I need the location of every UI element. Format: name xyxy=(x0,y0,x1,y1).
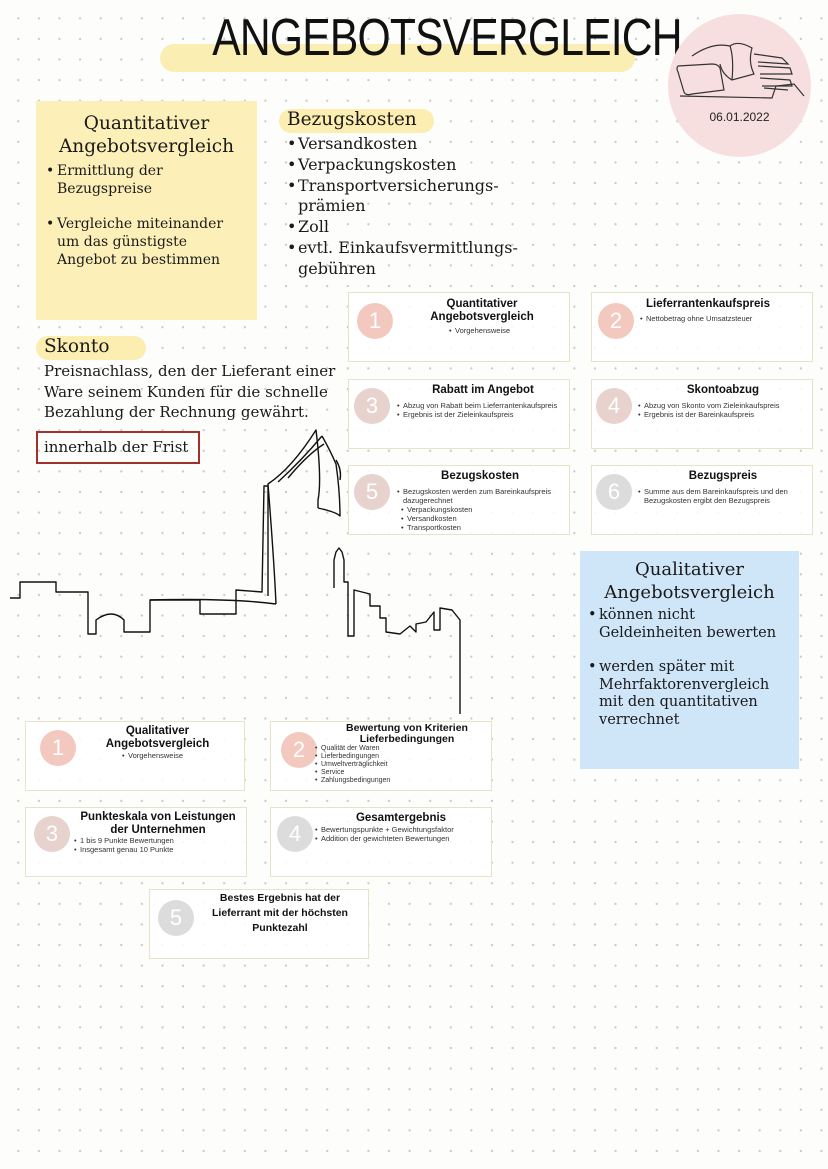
bezug-list xyxy=(287,134,532,280)
list-item: • Zoll xyxy=(287,217,532,238)
skonto-heading: Skonto xyxy=(44,336,110,357)
step-title: Bewertung von Kriterien Lieferbedingungen xyxy=(346,722,468,745)
list-item: • können nicht Geldeinheiten bewerten xyxy=(588,607,793,642)
date-text: 06.01.2022 xyxy=(709,110,770,124)
step-bullets: • Bewertungspunkte + Gewichtungsfaktor • Addition der gewichteten Bewertungen xyxy=(315,825,487,843)
list-item: • evtl. Einkaufsvermittlungs-gebühren xyxy=(287,238,532,280)
step-title: Quantitativer Angebotsvergleich xyxy=(430,298,534,323)
step-bullets: • Vorgehensweise xyxy=(449,326,559,335)
step-number: 1 xyxy=(40,730,76,766)
quantitative-list xyxy=(46,162,249,269)
step-bullets: • 1 bis 9 Punkte Bewertungen • Insgesamt genau 10 Punkte xyxy=(74,836,234,854)
qual-step-card-3 xyxy=(25,807,247,877)
list-item: • werden später mit Mehrfaktorenvergleich mit den quantitativen verrechnet xyxy=(588,659,793,729)
step-title: Punkteskala von Leistungen der Unternehmen xyxy=(80,811,236,836)
page-title: ANGEBOTSVERGLEICH xyxy=(212,9,682,67)
quant-step-card-6 xyxy=(591,465,813,535)
step-title: Gesamtergebnis xyxy=(355,812,447,824)
qual-step-card-4 xyxy=(270,807,492,877)
qualitative-box xyxy=(580,551,799,769)
step-title: Bestes Ergebnis hat der Lieferrant mit der höchsten Punktezahl xyxy=(212,892,348,934)
list-item: • Verpackungskosten xyxy=(287,155,532,176)
list-item: • Versandkosten xyxy=(287,134,532,155)
list-item: • Vergleiche miteinander um das günstigste Angebot zu bestimmen xyxy=(46,215,249,269)
laptop-books-icon xyxy=(672,34,810,106)
qualitative-list xyxy=(588,607,793,729)
qualitative-heading: Qualitativer Angebotsvergleich xyxy=(604,559,775,603)
step-title: Rabatt im Angebot xyxy=(432,384,534,396)
bezug-heading: Bezugskosten xyxy=(287,109,417,130)
qual-step-card-5 xyxy=(149,889,369,959)
step-number: 3 xyxy=(34,816,70,852)
quant-step-card-1 xyxy=(348,292,570,362)
quantitative-box xyxy=(36,101,257,320)
qual-step-card-2 xyxy=(270,721,492,791)
step-number: 1 xyxy=(357,303,393,339)
step-number: 5 xyxy=(354,474,390,510)
qual-step-card-1 xyxy=(25,721,245,791)
list-item: • Ermittlung der Bezugspreise xyxy=(46,162,249,198)
step-bullets: • Bezugskosten werden zum Bareinkaufspreis dazugerechnet • Verpackungskosten • Versandkosten • Transportkosten xyxy=(397,487,562,532)
step-number: 6 xyxy=(596,474,632,510)
step-bullets: • Abzug von Rabatt beim Lieferrantenkaufspreis • Ergebnis ist der Zieleinkaufspreis xyxy=(397,401,567,419)
step-title: Skontoabzug xyxy=(686,384,760,396)
step-bullets: • Qualität der Waren • Lieferbedingungen • Umweltverträglichkeit • Service • Zahlungsbedingungen xyxy=(315,745,465,785)
quant-step-card-4 xyxy=(591,379,813,449)
step-number: 2 xyxy=(598,303,634,339)
quant-step-card-3 xyxy=(348,379,570,449)
step-number: 4 xyxy=(277,816,313,852)
step-number: 5 xyxy=(158,900,194,936)
step-bullets: • Summe aus dem Bareinkaufspreis und den Bezugskosten ergibt den Bezugspreis xyxy=(638,487,808,505)
quant-step-card-5 xyxy=(348,465,570,535)
step-title: Qualitativer Angebotsvergleich xyxy=(105,725,210,750)
step-number: 4 xyxy=(596,388,632,424)
step-bullets: • Nettobetrag ohne Umsatzsteuer xyxy=(640,314,810,323)
frist-box: innerhalb der Frist xyxy=(36,431,200,464)
step-bullets: • Vorgehensweise xyxy=(122,751,232,760)
quant-step-card-2 xyxy=(591,292,813,362)
step-bullets: • Abzug von Skonto vom Zieleinkaufspreis • Ergebnis ist der Bareinkaufspreis xyxy=(638,401,810,419)
step-title: Bezugskosten xyxy=(441,470,519,482)
step-title: Lieferrantenkaufspreis xyxy=(646,298,770,310)
step-number: 2 xyxy=(281,732,317,768)
list-item: • Transportversicherungs-prämien xyxy=(287,176,532,218)
step-number: 3 xyxy=(354,388,390,424)
skonto-definition: Preisnachlass, den der Lieferant einer Ware seinem Kunden für die schnelle Bezahlung der Rechnung gewährt. xyxy=(44,362,336,421)
quantitative-heading: Quantitativer Angebotsvergleich xyxy=(58,113,235,157)
step-title: Bezugspreis xyxy=(688,470,758,482)
